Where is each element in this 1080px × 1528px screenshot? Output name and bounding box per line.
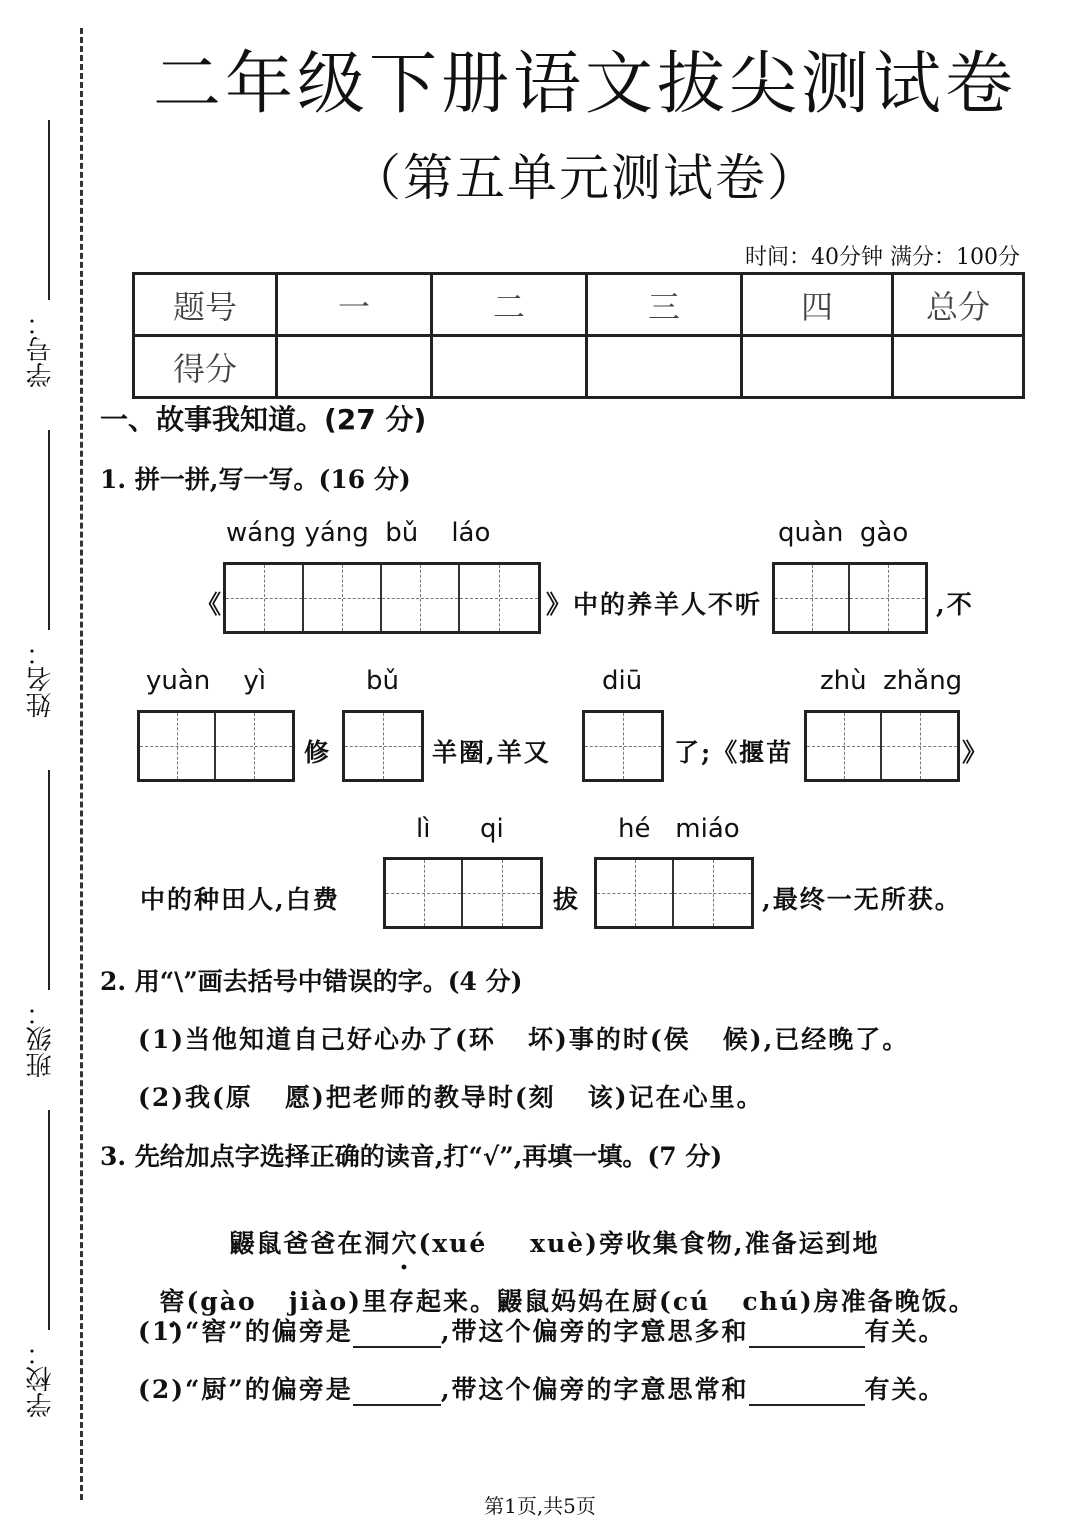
text-bu: ,不: [936, 590, 974, 619]
score-row-label: 得分: [134, 336, 277, 398]
writing-grid-li-qi[interactable]: [383, 857, 543, 929]
dotted-char-xue: 穴: [391, 1229, 419, 1258]
score-header-cell: 总分: [893, 274, 1024, 336]
page-subtitle: （第五单元测试卷）: [351, 149, 819, 207]
passage-text[interactable]: (gào jiào)里存起来。鼹鼠妈妈在: [186, 1287, 632, 1316]
question-2-title: 2. 用“\”画去括号中错误的字。(4 分): [100, 967, 523, 996]
sub-question-text: ,带这个偏旁的字意思多和: [440, 1317, 749, 1346]
score-cell[interactable]: [893, 336, 1024, 398]
text-xiu: 修: [304, 738, 332, 767]
score-cell[interactable]: [432, 336, 587, 398]
writing-grid-zhu-zhang[interactable]: [804, 710, 960, 782]
question-3-passage-line-1: [208, 1195, 880, 1260]
page-title: 二年级下册语文拔尖测试卷: [152, 45, 1017, 124]
school-label: 学校：: [26, 1340, 56, 1418]
score-cell[interactable]: [587, 336, 742, 398]
grid-cell[interactable]: [216, 713, 292, 779]
score-header-cell: 二: [432, 274, 587, 336]
text-yamiao: 了;《揠苗: [674, 738, 794, 767]
pinyin-bu: bǔ: [366, 666, 399, 696]
text-ba: 拔: [553, 885, 581, 914]
question-2-line-1[interactable]: (1)当他知道自己好心办了(环 坏)事的时(侯 候),已经晚了。: [138, 1025, 910, 1054]
score-cell[interactable]: [742, 336, 893, 398]
school-line[interactable]: [48, 1110, 50, 1330]
class-line[interactable]: [48, 770, 50, 990]
writing-grid-he-miao[interactable]: [594, 857, 754, 929]
sub-question-text: (1)“窖”的偏旁是: [138, 1317, 353, 1346]
pinyin-he-miao: hé miáo: [618, 814, 740, 844]
passage-text[interactable]: (cú chú)房准备晚饭。: [659, 1287, 976, 1316]
text-open-bracket: 《: [196, 590, 224, 619]
grid-cell[interactable]: [382, 565, 460, 631]
score-cell[interactable]: [277, 336, 432, 398]
score-table-score-row: [134, 336, 1024, 398]
question-3-sub-2: [138, 1370, 946, 1406]
text-close-bracket: 》: [962, 738, 990, 767]
writing-grid-bu[interactable]: [342, 710, 424, 782]
time-score-info: 时间：40分钟 满分：100分: [745, 245, 1020, 270]
passage-text: 鼹鼠爸爸在洞: [229, 1229, 392, 1258]
score-header-cell: 题号: [134, 274, 277, 336]
class-label: 班级：: [26, 1000, 56, 1078]
sub-question-text: (2)“厨”的偏旁是: [138, 1375, 353, 1404]
grid-cell[interactable]: [304, 565, 382, 631]
writing-grid-quan-gao[interactable]: [772, 562, 928, 634]
name-label: 姓名：: [26, 640, 56, 718]
grid-cell[interactable]: [140, 713, 216, 779]
pinyin-diu: diū: [602, 666, 643, 696]
answer-blank[interactable]: [749, 1380, 865, 1406]
grid-cell[interactable]: [882, 713, 957, 779]
writing-grid-yuan-yi[interactable]: [137, 710, 295, 782]
writing-grid-wang-yang-bu-lao[interactable]: [223, 562, 541, 634]
writing-grid-diu[interactable]: [582, 710, 664, 782]
passage-text[interactable]: (xué xuè)旁收集食物,准备运到地: [418, 1229, 880, 1258]
grid-cell[interactable]: [807, 713, 882, 779]
score-table-header-row: [134, 274, 1024, 336]
pinyin-li-qi: lì qi: [416, 814, 504, 844]
section-heading: 一、故事我知道。(27 分): [100, 403, 427, 436]
grid-cell[interactable]: [463, 860, 540, 926]
text-farmer: 中的种田人,白费: [140, 885, 340, 914]
question-3-title: 3. 先给加点字选择正确的读音,打“√”,再填一填。(7 分): [100, 1142, 723, 1171]
answer-blank[interactable]: [353, 1322, 441, 1348]
answer-blank[interactable]: [353, 1380, 441, 1406]
binding-dashed-line: [80, 28, 83, 1500]
dotted-char-chu: 厨: [631, 1287, 659, 1316]
score-table: [132, 272, 1025, 399]
grid-cell[interactable]: [460, 565, 538, 631]
grid-cell[interactable]: [674, 860, 751, 926]
grid-cell[interactable]: [597, 860, 674, 926]
grid-cell[interactable]: [386, 860, 463, 926]
text-sheepfold: 羊圈,羊又: [432, 738, 551, 767]
pinyin-yuan-yi: yuàn yì: [146, 666, 266, 696]
question-2-line-2[interactable]: (2)我(原 愿)把老师的教导时(刻 该)记在心里。: [138, 1083, 764, 1112]
question-1-title: 1. 拼一拼,写一写。(16 分): [100, 465, 411, 494]
page-footer: 第1页,共5页: [484, 1494, 596, 1518]
dotted-char-jiao: 窖: [159, 1287, 187, 1316]
score-header-cell: 三: [587, 274, 742, 336]
answer-blank[interactable]: [749, 1322, 865, 1348]
pinyin-quan-gao: quàn gào: [778, 518, 909, 548]
name-line[interactable]: [48, 430, 50, 630]
sub-question-text: 有关。: [864, 1375, 946, 1404]
grid-cell[interactable]: [585, 713, 661, 779]
grid-cell[interactable]: [226, 565, 304, 631]
student-id-label: 学号：: [26, 310, 56, 388]
question-3-sub-1: [138, 1312, 946, 1348]
score-header-cell: 一: [277, 274, 432, 336]
score-header-cell: 四: [742, 274, 893, 336]
grid-cell[interactable]: [345, 713, 421, 779]
text-shepherd: 》中的养羊人不听: [546, 590, 763, 619]
question-3-passage-line-2: [138, 1253, 976, 1318]
text-nothing-gained: ,最终一无所获。: [762, 885, 962, 914]
student-id-line[interactable]: [48, 120, 50, 300]
sub-question-text: ,带这个偏旁的字意思常和: [440, 1375, 749, 1404]
sub-question-text: 有关。: [864, 1317, 946, 1346]
grid-cell[interactable]: [775, 565, 850, 631]
pinyin-zhu-zhang: zhù zhǎng: [820, 666, 963, 696]
pinyin-wang-yang-bu-lao: wáng yáng bǔ láo: [226, 518, 491, 548]
grid-cell[interactable]: [850, 565, 925, 631]
